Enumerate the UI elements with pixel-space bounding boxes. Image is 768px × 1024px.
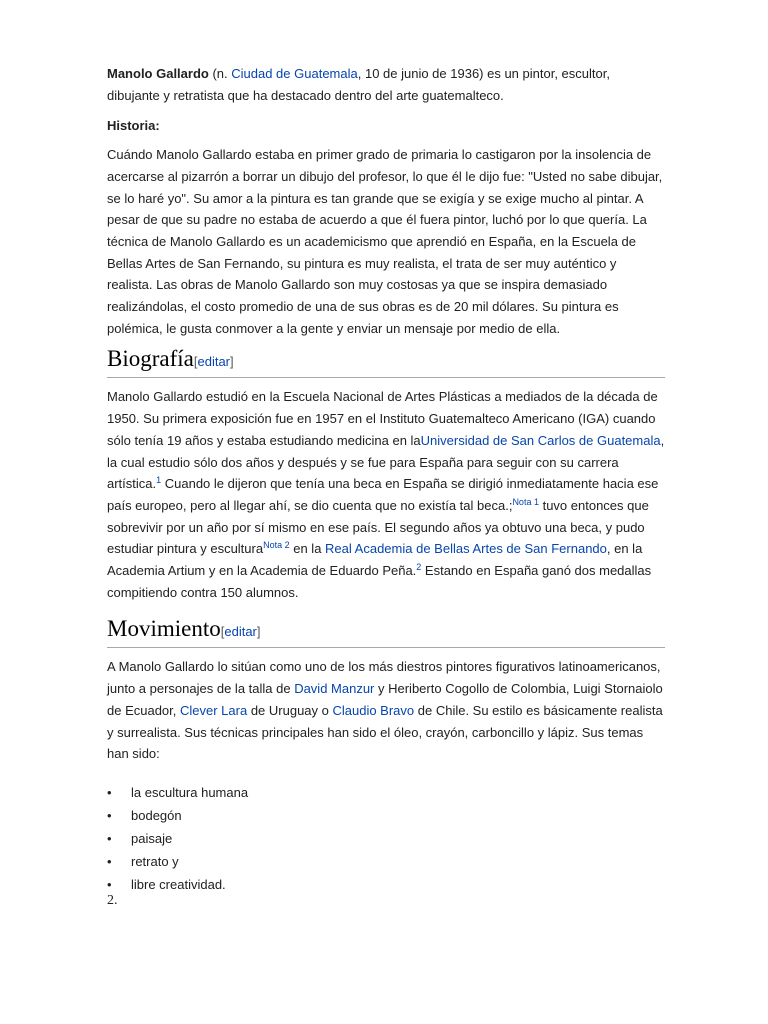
bullet-icon: • [107,807,112,823]
link-universidad-san-carlos[interactable]: Universidad de San Carlos de Guatemala [420,432,661,448]
bullet-icon: • [107,830,112,846]
article-content [107,63,665,909]
edit-section-biografia: [editar] [193,354,234,370]
list-item: • la escultura humana [107,781,665,804]
edit-link-biografia[interactable]: editar [197,354,231,370]
link-ciudad-de-guatemala[interactable]: Ciudad de Guatemala [231,66,358,81]
reference-1[interactable]: 1 [156,475,162,486]
list-item: • bodegón [107,804,665,827]
note-2-link[interactable]: Nota 2 [263,540,290,551]
bullet-icon: • [107,853,112,869]
subject-name: Manolo Gallardo [107,66,209,81]
section-heading-movimiento: Movimiento[editar] [107,615,665,648]
edit-link-movimiento[interactable]: editar [224,624,257,640]
historia-paragraph: Cuándo Manolo Gallardo estaba en primer grado de primaria lo castigaron por la insolencia de acercarse al pizarrón a borrar un dibujo del profesor, lo que él le dijo fue: "Usted no sabe dibujar, se lo haré yo". Su amor a la pintura es tan grande que se exigía y se exige mucho al pintar. A pesar de que su padre no estaba de acuerdo a que él fuera pintor, luchó por lo que quería. La técnica de Manolo Gallardo es un academicismo que aprendió en España, en la Escuela de Bellas Artes de San Fernando, su pintura es muy realista, el trata de ser muy auténtico y realista. Las obras de Manolo Gallardo son muy costosas ya que se inspira demasiado realizándolas, el costo promedio de una de sus obras es de 20 mil dólares. Su pintura es polémica, le gusta conmover a la gente y enviar un mensaje por medio de ella. [107,147,663,336]
bullet-icon: • [107,876,112,892]
reference-2[interactable]: 2 [416,562,422,573]
list-item: • libre creatividad. [107,873,665,896]
themes-list [107,781,665,896]
link-david-manzur[interactable]: David Manzur [294,681,375,697]
link-claudio-bravo[interactable]: Claudio Bravo [332,702,415,718]
historia-heading: Historia: [107,118,160,134]
note-1-link[interactable]: Nota 1 [512,496,539,507]
bullet-icon: • [107,784,112,800]
list-number-marker: 2. [107,892,118,908]
edit-section-movimiento: [editar] [220,624,261,640]
section-heading-biografia: Biografía[editar] [107,345,665,378]
intro-paragraph: Manolo Gallardo (n. Ciudad de Guatemala, 10 de junio de 1936) es un pintor, escultor, dibujante y retratista que ha destacado dentro del arte guatemalteco. [107,66,610,103]
biografia-paragraph: Manolo Gallardo estudió en la Escuela Nacional de Artes Plásticas a mediados de la década de 1950. Su primera exposición fue en 1957 en el Instituto Guatemalteco Americano (IGA) cuando sólo tenía 19 años y estaba estudiando medicina en laUniversidad de San Carlos de Guatemala, la cual estudio sólo dos años y después y se fue para España para seguir con su carrera artística.$^1$ Cuando le dijeron que tenía una beca en España se dirigió inmediatamente hacia ese país europeo, pero al llegar ahí, se dio cuenta que no existía tal beca.;$^{Nota 1}$ tuvo entonces que sobrevivir por un año por sí mismo en ese país. El segundo años ya obtuvo una beca, y pudo estudiar pintura y escultura$^{Nota 2}$ en la Real Academia de Bellas Artes de San Fernando, en la Academia Artium y en la Academia de Eduardo Peña.$^2$ Estando en España ganó dos medallas compitiendo contra 150 alumnos. [107,389,665,600]
link-clever-lara[interactable]: Clever Lara [180,702,248,718]
list-item: • retrato y [107,850,665,873]
link-real-academia[interactable]: Real Academia de Bellas Artes de San Fernando [325,541,607,557]
movimiento-paragraph: A Manolo Gallardo lo sitúan como uno de los más diestros pintores figurativos latinoamericanos, junto a personajes de la talla de David Manzur y Heriberto Cogollo de Colombia, Luigi Stornaiolo de Ecuador, Clever Lara de Uruguay o Claudio Bravo de Chile. Su estilo es básicamente realista y surrealista. Sus técnicas principales han sido el óleo, crayón, carboncillo y lápiz. Sus temas han sido: [107,659,663,762]
list-item: • paisaje [107,827,665,850]
